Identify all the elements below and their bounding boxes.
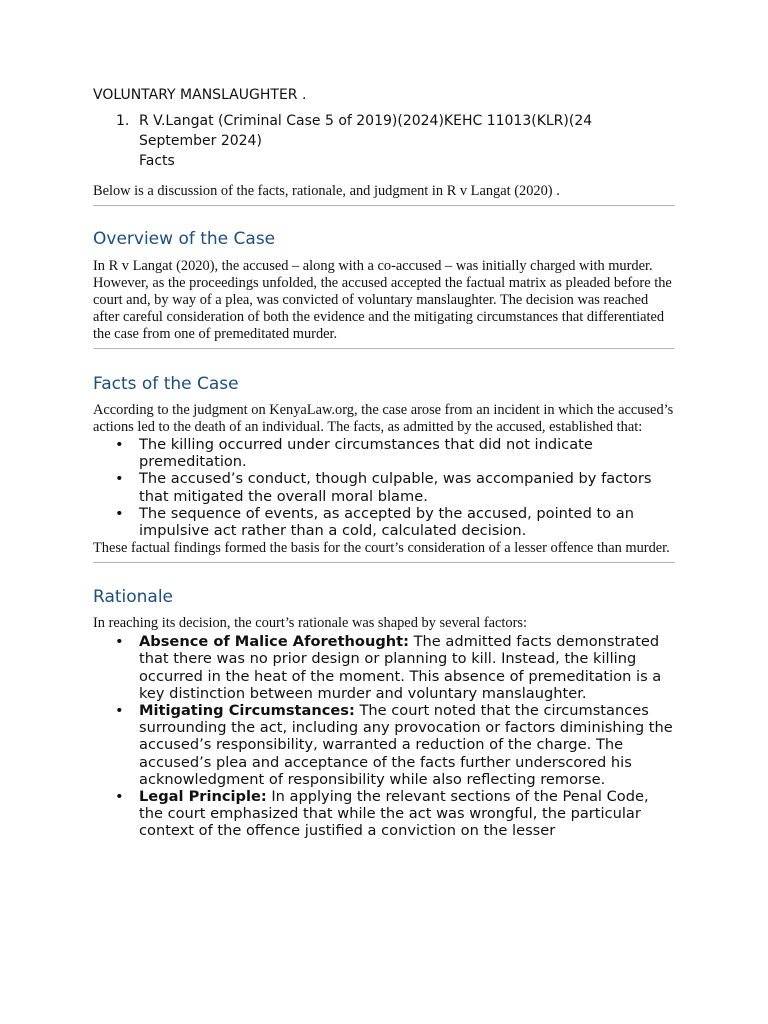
section-divider — [93, 562, 675, 563]
case-citation-line-1: R V.Langat (Criminal Case 5 of 2019)(2024)KEHC 11013(KLR)(24 — [139, 113, 593, 129]
section-divider — [93, 205, 675, 206]
facts-paragraph: According to the judgment on KenyaLaw.org, the case arose from an incident in which the accused’s actions led to the death of an individual. The facts, as admitted by the accused, established that: — [93, 402, 674, 435]
rationale-bullet-label: Mitigating Circumstances: — [139, 702, 355, 720]
bullet-icon: • — [115, 788, 124, 806]
facts-bullet-text: The killing occurred under circumstances that did not indicate premeditation. — [139, 436, 593, 471]
facts-heading: Facts of the Case — [93, 374, 239, 394]
intro-paragraph: Below is a discussion of the facts, rationale, and judgment in R v Langat (2020) . — [93, 183, 560, 199]
document-title: VOLUNTARY MANSLAUGHTER . — [93, 87, 307, 103]
bullet-icon: • — [115, 702, 124, 720]
list-item — [93, 470, 675, 504]
list-item — [93, 633, 675, 702]
case-list-item — [93, 111, 675, 171]
list-item — [93, 788, 675, 840]
bullet-icon: • — [115, 470, 124, 488]
overview-heading: Overview of the Case — [93, 229, 276, 249]
document-page — [93, 86, 675, 840]
rationale-heading: Rationale — [93, 587, 174, 608]
case-list — [93, 111, 675, 171]
facts-bullet-text: The sequence of events, as accepted by the accused, pointed to an impulsive act rather than a cold, calculated decision. — [139, 504, 634, 540]
section-divider — [93, 348, 675, 349]
facts-bullet-text: The accused’s conduct, though culpable, was accompanied by factors that mitigated the overall moral blame. — [139, 470, 652, 505]
rationale-bullet-list — [93, 633, 675, 839]
rationale-bullet-label: Absence of Malice Aforethought: — [139, 633, 409, 651]
bullet-icon: • — [115, 436, 124, 453]
rationale-paragraph: In reaching its decision, the court’s rationale was shaped by several factors: — [93, 615, 527, 632]
facts-bullet-list — [93, 436, 675, 539]
list-item — [93, 436, 675, 470]
case-list-number: 1. — [116, 113, 130, 129]
case-facts-label: Facts — [139, 153, 175, 169]
bullet-icon: • — [115, 633, 124, 651]
facts-closing-paragraph: These factual findings formed the basis for the court’s consideration of a lesser offence than murder. — [93, 540, 670, 557]
case-citation-line-2: September 2024) — [139, 133, 262, 149]
rationale-bullet-text: The admitted facts demonstrated that there was no prior design or planning to kill. Instead, the killing occurred in the heat of the moment. This absence of premeditation is a key distinction between murder and voluntary manslaughter. — [139, 633, 662, 702]
rationale-bullet-text: The court noted that the circumstances surrounding the act, including any provocation or factors diminishing the accused’s responsibility, warranted a reduction of the charge. The accused’s plea and acceptance of the facts further underscored his acknowledgment of responsibility while also reflecting remorse. — [139, 702, 673, 788]
rationale-bullet-label: Legal Principle: — [139, 788, 267, 806]
rationale-bullet-text: In applying the relevant sections of the Penal Code, the court emphasized that while the act was wrongful, the particular context of the offence justified a conviction on the lesser — [139, 788, 649, 840]
list-item — [93, 505, 675, 539]
bullet-icon: • — [115, 504, 124, 522]
overview-paragraph: In R v Langat (2020), the accused – along with a co-accused – was initially charged with murder. However, as the proceedings unfolded, the accused accepted the factual matrix as pleaded before the court and, by way of a plea, was convicted of voluntary manslaughter. The decision was reached after careful consideration of both the evidence and the mitigating circumstances that differentiated the case from one of premeditated murder. — [93, 258, 672, 342]
list-item — [93, 702, 675, 788]
